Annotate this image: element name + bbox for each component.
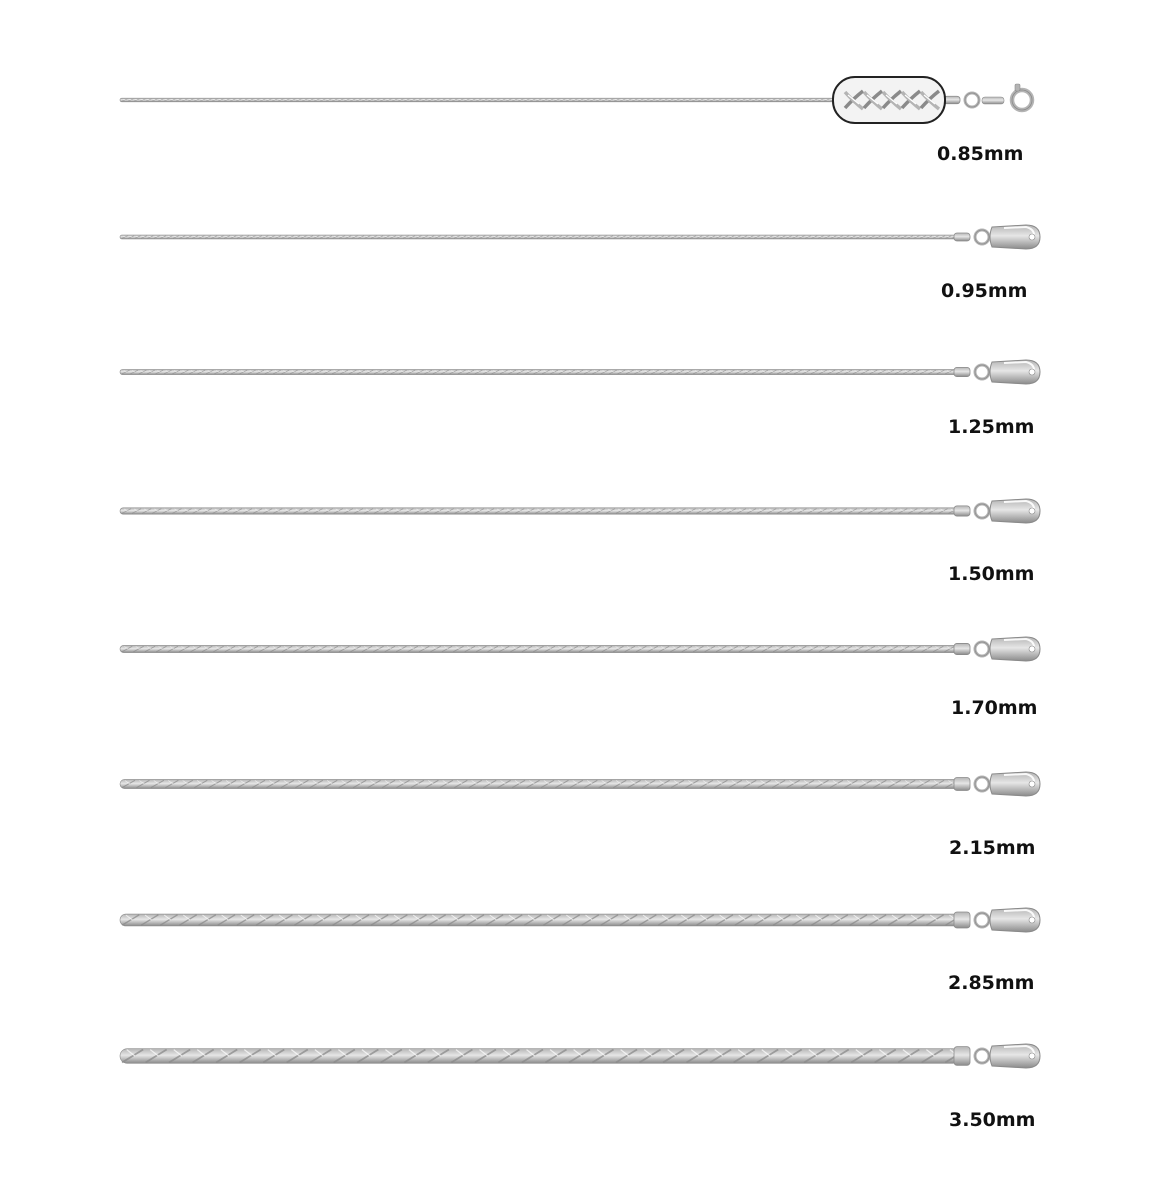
chain-size-label: 0.95mm [941,280,1028,302]
lobster-clasp [990,1044,1040,1068]
chain-size-label: 1.25mm [948,416,1035,438]
chain-size-label: 2.15mm [949,837,1036,859]
chain-size-label: 0.85mm [937,143,1024,165]
chain-size-label: 1.50mm [948,563,1035,585]
chain-size-label: 2.85mm [948,972,1035,994]
chain-size-label: 1.70mm [951,697,1038,719]
chain-size-label: 3.50mm [949,1109,1036,1131]
end-cap [954,1047,970,1066]
